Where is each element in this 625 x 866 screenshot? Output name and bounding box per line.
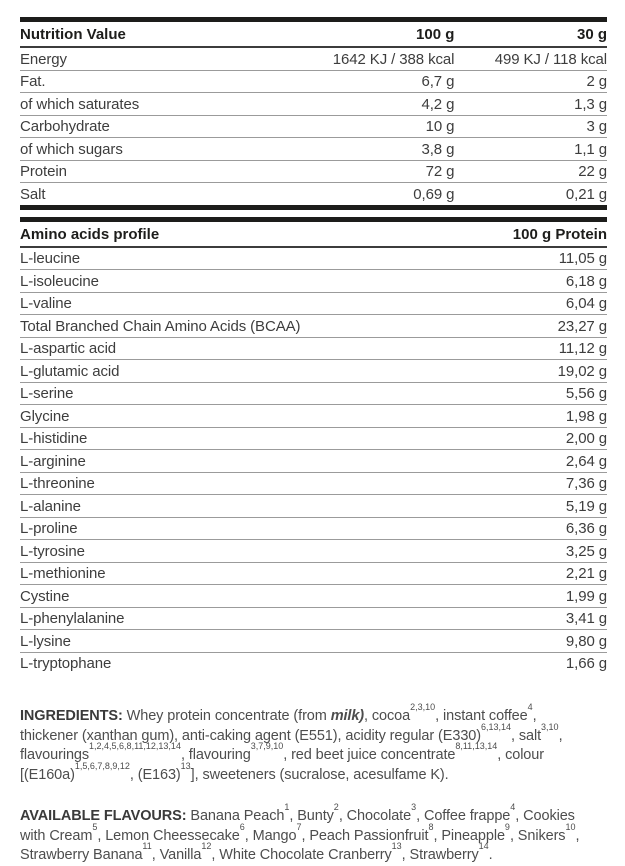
- footnote-superscript: 14: [478, 841, 489, 852]
- footnote-superscript: 11: [142, 841, 152, 852]
- row-value: 7,36 g: [396, 472, 607, 495]
- nutrition-table: [20, 17, 607, 210]
- text-segment: White Chocolate Cranberry: [219, 847, 392, 863]
- text-segment: ], sweeteners (sucralose, acesulfame K).: [190, 766, 449, 783]
- row-value: 6,18 g: [396, 270, 607, 293]
- row-value-100g: 10 g: [255, 115, 455, 138]
- row-value: 6,04 g: [396, 292, 607, 315]
- text-segment: ,: [244, 827, 253, 844]
- table-row: [20, 495, 607, 518]
- row-label: Cystine: [20, 585, 396, 608]
- row-label: L-threonine: [20, 472, 396, 495]
- row-label: L-methionine: [20, 562, 396, 585]
- row-value-100g: 6,7 g: [255, 70, 455, 93]
- text-segment: ,: [211, 847, 220, 863]
- row-value-30g: 0,21 g: [565, 185, 607, 203]
- column-header-100g: 100 g: [255, 20, 455, 48]
- text-segment: ,: [401, 847, 410, 863]
- row-label: Protein: [20, 160, 255, 183]
- text-segment: Vanilla: [159, 847, 202, 863]
- text-segment: ,: [97, 827, 106, 844]
- table-row: [20, 562, 607, 585]
- row-label: L-isoleucine: [20, 270, 396, 293]
- ingredients-paragraph: [20, 702, 607, 785]
- text-segment: Snikers: [517, 827, 566, 844]
- footnote-superscript: 9: [504, 821, 510, 832]
- row-value: 9,80 g: [396, 630, 607, 653]
- footnote-superscript: 4: [510, 802, 516, 813]
- row-label: L-serine: [20, 382, 396, 405]
- row-label: L-proline: [20, 517, 396, 540]
- row-value: 3,25 g: [396, 540, 607, 563]
- text-segment: ,: [575, 827, 580, 844]
- footnote-superscript: 6: [239, 821, 245, 832]
- row-value-100g: 0,69 g: [413, 185, 455, 203]
- amino-table-title: Amino acids profile: [20, 219, 396, 247]
- text-segment: Whey protein concentrate (from: [122, 708, 331, 724]
- row-value-30g: 3 g: [454, 115, 607, 138]
- text-segment: milk): [330, 708, 365, 724]
- footnote-superscript: 1,2,4,5,6,8,11,12,13,14: [89, 741, 181, 752]
- text-segment: ,: [416, 808, 424, 824]
- footnote-superscript: 13: [391, 841, 402, 852]
- table-row: [20, 472, 607, 495]
- row-label: L-arginine: [20, 450, 396, 473]
- row-label: L-aspartic acid: [20, 337, 396, 360]
- row-value: 2,64 g: [396, 450, 607, 473]
- row-label: L-glutamic acid: [20, 360, 396, 383]
- table-row: [20, 93, 607, 116]
- table-row: [20, 382, 607, 405]
- row-value-30g: 1,1 g: [454, 138, 607, 161]
- text-segment: , colour [(E160a): [20, 747, 544, 783]
- amino-acids-table: [20, 217, 607, 675]
- text-segment: , thickener (xanthan gum), anti-caking agent (E551), acidity regular (E330): [20, 708, 537, 744]
- row-label: Carbohydrate: [20, 115, 255, 138]
- text-segment: Chocolate: [346, 808, 412, 824]
- table-row: [20, 607, 607, 630]
- table-row: [20, 160, 607, 183]
- text-segment: ,: [289, 808, 298, 824]
- footnote-superscript: 7: [296, 821, 302, 832]
- text-segment: ,: [515, 808, 524, 824]
- footnote-superscript: 10: [565, 821, 576, 832]
- text-segment: ,: [301, 827, 310, 844]
- text-segment: Strawberry Banana: [20, 847, 143, 863]
- row-value-100g: 4,2 g: [255, 93, 455, 116]
- row-label: Salt: [20, 185, 46, 203]
- table-row: [20, 70, 607, 93]
- footnote-superscript: 1: [284, 802, 290, 813]
- text-segment: , cocoa: [364, 708, 411, 724]
- table-row: [20, 360, 607, 383]
- text-segment: , salt: [511, 727, 542, 744]
- row-value-100g: 72 g: [255, 160, 455, 183]
- text-segment: ,: [151, 847, 160, 863]
- row-value: 3,41 g: [396, 607, 607, 630]
- row-value-100g: 3,8 g: [255, 138, 455, 161]
- flavours-label: AVAILABLE FLAVOURS:: [20, 808, 187, 824]
- column-header-30g: 30 g: [454, 20, 607, 48]
- row-label: L-valine: [20, 292, 396, 315]
- text-segment: Cookies with Cream: [20, 808, 575, 844]
- table-row: [20, 247, 607, 270]
- table-row: [20, 540, 607, 563]
- footnote-superscript: 8: [428, 821, 434, 832]
- row-value-30g: 2 g: [454, 70, 607, 93]
- row-label: L-phenylalanine: [20, 607, 396, 630]
- table-row: [20, 652, 607, 674]
- text-segment: Lemon Cheessecake: [105, 827, 240, 844]
- table-row: [20, 405, 607, 428]
- footnote-superscript: 3,10: [541, 721, 559, 732]
- table-row: [20, 292, 607, 315]
- table-row: [20, 138, 607, 161]
- row-value: 19,02 g: [396, 360, 607, 383]
- text-segment: Peach Passionfruit: [309, 827, 429, 844]
- text-segment: Pineapple: [441, 827, 505, 844]
- row-value: 1,99 g: [396, 585, 607, 608]
- row-value: 2,21 g: [396, 562, 607, 585]
- text-segment: Banana Peach: [190, 808, 285, 824]
- text-segment: Strawberry: [409, 847, 479, 863]
- row-label: of which sugars: [20, 138, 255, 161]
- row-value: 1,66 g: [565, 655, 607, 672]
- table-row: [20, 427, 607, 450]
- row-value: 23,27 g: [396, 315, 607, 338]
- table-row: [20, 183, 607, 208]
- table-row: [20, 630, 607, 653]
- row-value: 1,98 g: [396, 405, 607, 428]
- row-label: Glycine: [20, 405, 396, 428]
- footnote-superscript: 6,13,14: [480, 721, 512, 732]
- footnote-superscript: 4: [527, 702, 533, 713]
- row-label: of which saturates: [20, 93, 255, 116]
- footnote-superscript: 5: [92, 821, 98, 832]
- table-row: [20, 517, 607, 540]
- text-segment: , instant coffee: [435, 708, 528, 724]
- ingredients-label: INGREDIENTS:: [20, 708, 123, 724]
- table-row: [20, 270, 607, 293]
- footnote-superscript: 12: [201, 841, 212, 852]
- table-row: [20, 337, 607, 360]
- footnote-superscript: 13: [180, 760, 191, 771]
- footnote-superscript: 3,7,9,10: [250, 741, 284, 752]
- text-segment: Coffee frappe: [423, 808, 511, 824]
- text-segment: ,: [338, 808, 347, 824]
- text-segment: ,: [433, 827, 442, 844]
- row-value-30g: 1,3 g: [454, 93, 607, 116]
- row-value: 5,56 g: [396, 382, 607, 405]
- row-label: L-tyrosine: [20, 540, 396, 563]
- table-row: [20, 450, 607, 473]
- row-label: L-alanine: [20, 495, 396, 518]
- footnote-superscript: 3: [411, 802, 417, 813]
- table-row: [20, 47, 607, 70]
- row-value: 11,12 g: [396, 337, 607, 360]
- row-label: L-tryptophane: [20, 655, 112, 672]
- row-label: Total Branched Chain Amino Acids (BCAA): [20, 315, 396, 338]
- text-segment: Bunty: [297, 808, 334, 824]
- row-value: 6,36 g: [396, 517, 607, 540]
- row-value: 11,05 g: [396, 247, 607, 270]
- text-segment: , flavourings: [20, 727, 563, 763]
- text-segment: , (E163): [129, 766, 181, 783]
- table-row: [20, 315, 607, 338]
- row-label: Fat.: [20, 70, 255, 93]
- text-segment: , flavouring: [180, 747, 251, 763]
- nutrition-table-title: Nutrition Value: [20, 20, 255, 48]
- nutrition-table-header: [20, 20, 607, 48]
- row-value: 5,19 g: [396, 495, 607, 518]
- footnote-superscript: 2,3,10: [410, 702, 436, 713]
- row-value-30g: 22 g: [454, 160, 607, 183]
- row-value-30g: 499 KJ / 118 kcal: [454, 47, 607, 70]
- footnote-superscript: 8,11,13,14: [455, 741, 498, 752]
- footnote-superscript: 1,5,6,7,8,9,12: [74, 760, 130, 771]
- row-label: L-histidine: [20, 427, 396, 450]
- text-segment: .: [488, 847, 493, 863]
- text-segment: Mango: [252, 827, 297, 844]
- row-label: Energy: [20, 47, 255, 70]
- amino-table-header: [20, 219, 607, 247]
- row-label: L-lysine: [20, 630, 396, 653]
- text-segment: ,: [509, 827, 518, 844]
- row-value-100g: 1642 KJ / 388 kcal: [255, 47, 455, 70]
- table-row: [20, 585, 607, 608]
- footnote-superscript: 2: [333, 802, 339, 813]
- table-row: [20, 115, 607, 138]
- text-segment: , red beet juice concentrate: [283, 747, 456, 763]
- column-header-100g-protein: 100 g Protein: [396, 219, 607, 247]
- row-label: L-leucine: [20, 247, 396, 270]
- row-value: 2,00 g: [396, 427, 607, 450]
